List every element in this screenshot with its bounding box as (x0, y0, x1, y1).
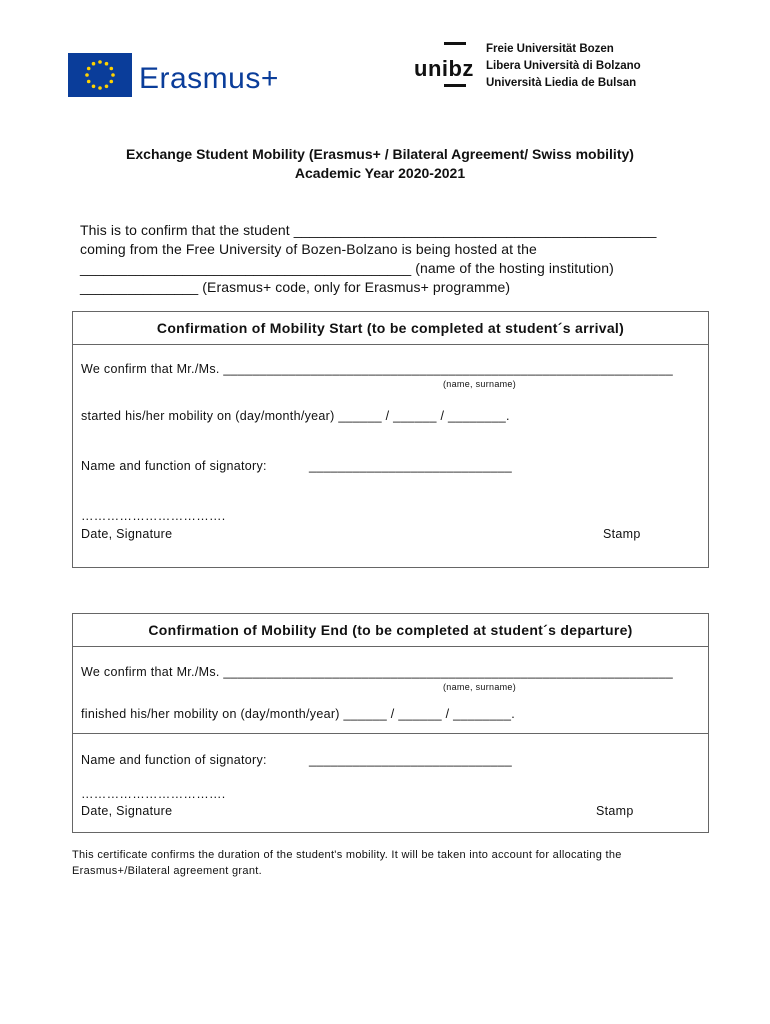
university-names (486, 41, 641, 92)
end-name-hint: (name, surname) (443, 682, 517, 692)
academic-year: Academic Year 2020-2021 (294, 165, 466, 181)
document-title: Exchange Student Mobility (Erasmus+ / Bilateral Agreement/ Swiss mobility) (126, 146, 634, 162)
footer-line-1: This certificate confirms the duration of the student's mobility. It will be taken into account for allocating the (72, 849, 622, 861)
start-stamp: Stamp (603, 527, 641, 541)
start-name-hint: (name, surname) (443, 379, 517, 389)
university-name-de: Freie Universität Bozen (486, 43, 614, 55)
end-stamp: Stamp (596, 804, 634, 818)
intro-line-3: __________________________________________ (name of the hosting institution) (80, 260, 614, 276)
eu-flag-icon (68, 53, 132, 97)
mobility-start-heading: Confirmation of Mobility Start (to be completed at student´s arrival) (73, 312, 708, 345)
start-date-line: started his/her mobility on (day/month/year) ______ / ______ / ________. (81, 409, 510, 423)
mobility-end-box (72, 613, 709, 833)
end-signatory-line: ____________________________ (309, 753, 513, 767)
end-signature-dots: ……………………………. (81, 787, 226, 801)
start-signatory-line: ____________________________ (309, 459, 513, 473)
start-confirm-line: We confirm that Mr./Ms. ______________________________________________________________ (81, 362, 674, 376)
end-box-divider (73, 733, 708, 734)
footer-note (72, 847, 702, 879)
start-signatory-label: Name and function of signatory: (81, 459, 267, 473)
end-confirm-line: We confirm that Mr./Ms. ______________________________________________________________ (81, 665, 674, 679)
start-signature-dots: ……………………………. (81, 509, 226, 523)
unibz-logo-text: unibz (414, 56, 474, 81)
end-signatory-label: Name and function of signatory: (81, 753, 267, 767)
intro-line-1: This is to confirm that the student ______________________________________________ (80, 222, 657, 238)
erasmus-logo-text: Erasmus+ (139, 62, 279, 95)
mobility-start-box (72, 311, 709, 568)
intro-line-4: _______________ (Erasmus+ code, only for Erasmus+ programme) (80, 279, 511, 295)
end-date-line: finished his/her mobility on (day/month/year) ______ / ______ / ________. (81, 707, 515, 721)
footer-line-2: Erasmus+/Bilateral agreement grant. (72, 865, 262, 877)
university-name-it: Libera Università di Bolzano (486, 60, 641, 72)
university-name-lad: Università Liedia de Bulsan (486, 77, 637, 89)
mobility-end-heading: Confirmation of Mobility End (to be completed at student´s departure) (73, 614, 708, 647)
end-date-signature: Date, Signature (81, 804, 173, 818)
unibz-logo (414, 42, 474, 90)
intro-line-2: coming from the Free University of Bozen-Bolzano is being hosted at the (80, 241, 537, 257)
start-date-signature: Date, Signature (81, 527, 173, 541)
